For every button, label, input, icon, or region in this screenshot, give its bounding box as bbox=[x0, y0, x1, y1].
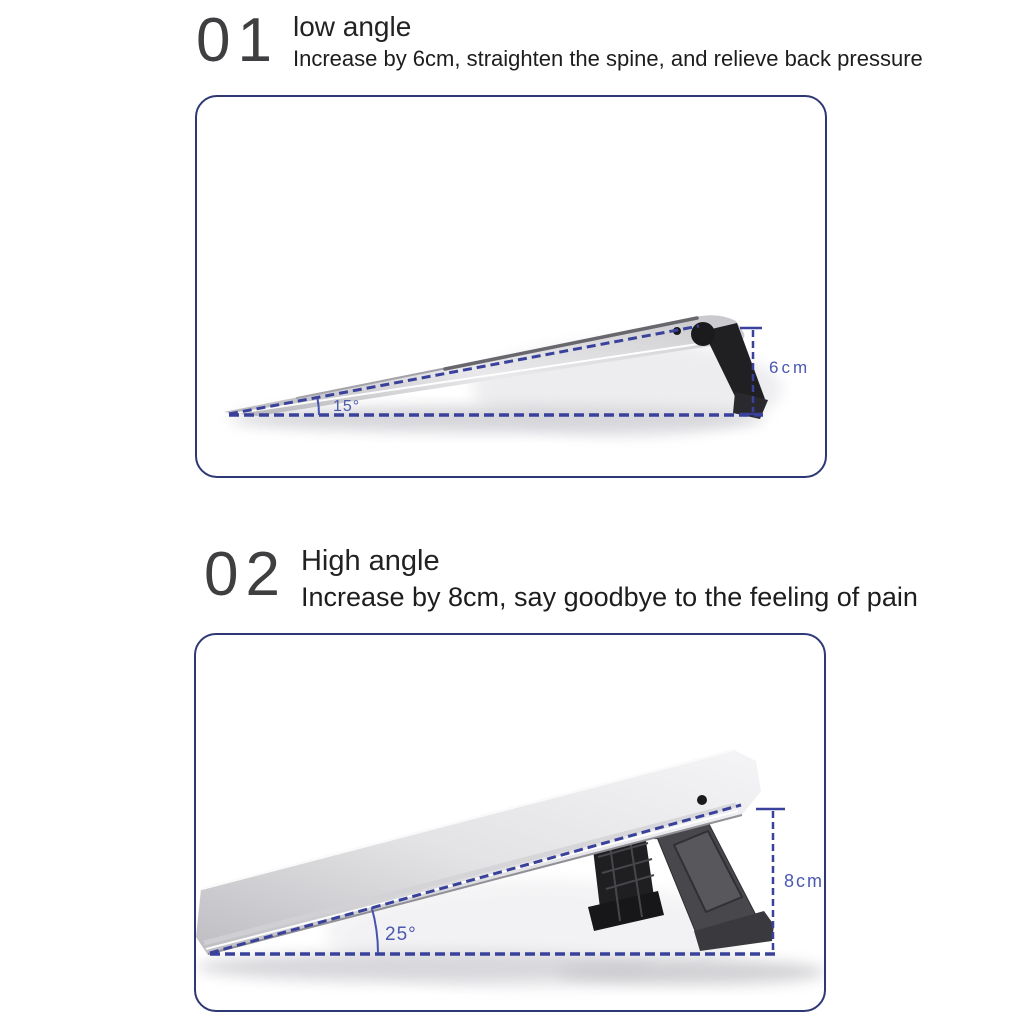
section-1-subtitle: Increase by 6cm, straighten the spine, and relieve back pressure bbox=[292, 45, 923, 71]
section-2-number: 02 bbox=[204, 540, 287, 609]
height-label: 8cm bbox=[784, 871, 824, 891]
low-angle-figure-panel bbox=[195, 95, 827, 478]
section-1-number: 01 bbox=[196, 6, 279, 75]
angle-label: 15° bbox=[333, 398, 361, 415]
section-2-header bbox=[204, 540, 918, 613]
section-2-subtitle: Increase by 8cm, say goodbye to the feeling of pain bbox=[300, 581, 918, 612]
laptop-port-dot bbox=[697, 795, 707, 805]
section-1-text bbox=[293, 12, 923, 72]
high-angle-figure-panel bbox=[194, 633, 826, 1012]
angle-label: 25° bbox=[385, 924, 417, 945]
section-1-header bbox=[196, 6, 923, 75]
stand-hinge bbox=[691, 322, 715, 346]
high-angle-laptop-illustration bbox=[196, 635, 824, 1010]
section-2-title: High angle bbox=[300, 545, 440, 577]
height-label: 6cm bbox=[769, 358, 811, 377]
section-2-text bbox=[301, 546, 918, 613]
section-1-title: low angle bbox=[292, 11, 412, 42]
low-angle-laptop-illustration bbox=[197, 97, 825, 476]
